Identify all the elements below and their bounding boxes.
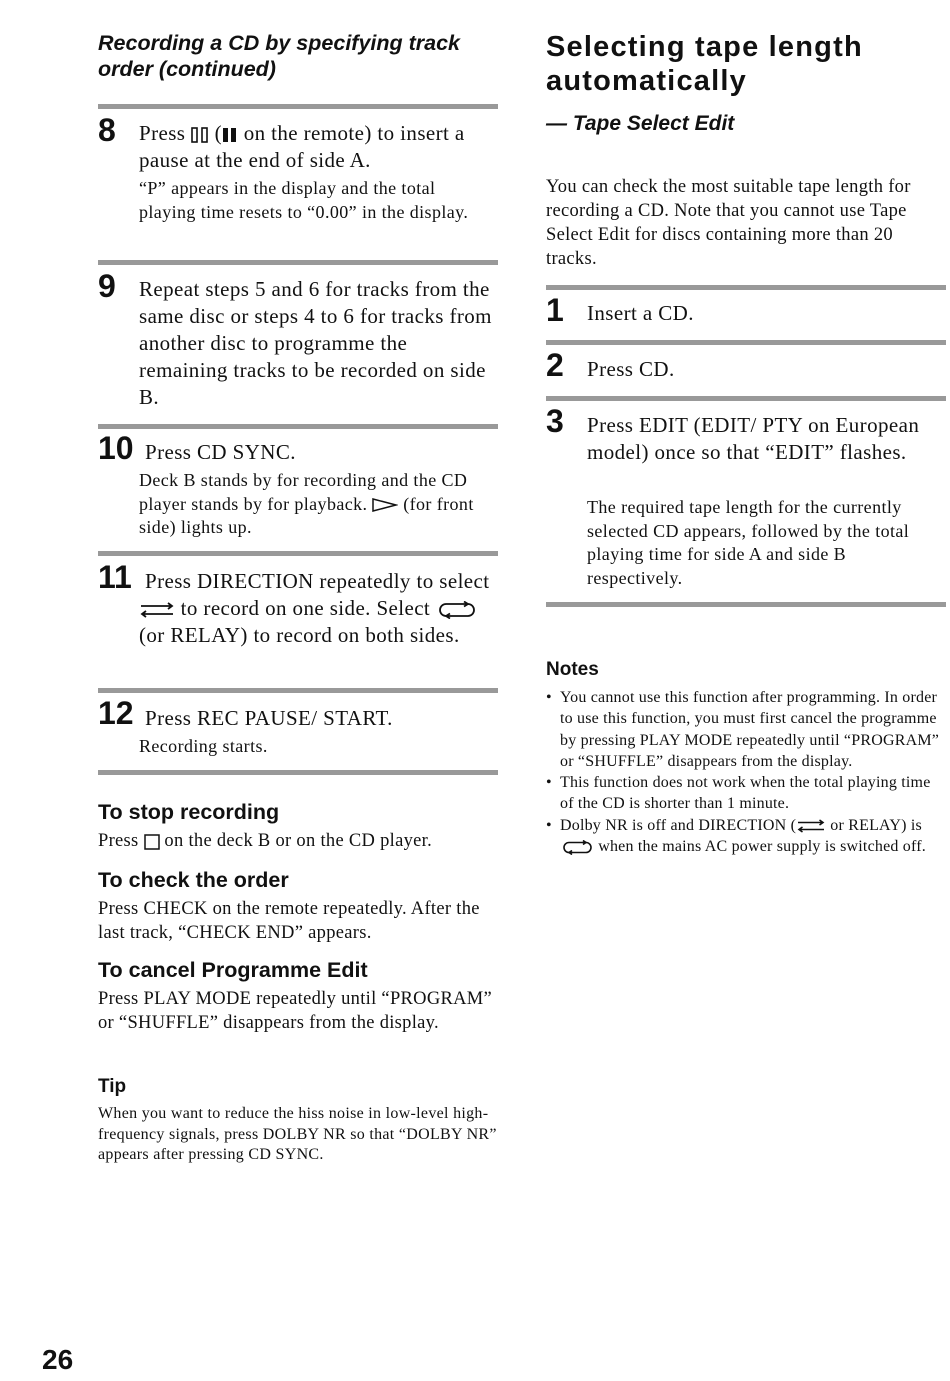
divider bbox=[546, 340, 946, 345]
step-12-text: Press REC PAUSE/ START. bbox=[145, 706, 393, 730]
left-column bbox=[98, 0, 498, 1381]
step-9-text: Repeat steps 5 and 6 for tracks from the same disc or steps 4 to 6 for tracks from another disc to programme the remaining tracks to be recorded on side B. bbox=[139, 277, 492, 409]
stop-heading: To stop recording bbox=[98, 800, 280, 824]
check-heading: To check the order bbox=[98, 868, 289, 892]
step-3-note: The required tape length for the currently selected CD appears, followed by the total playing time for side A and side B respectively. bbox=[587, 497, 910, 588]
play-outline-icon bbox=[372, 498, 398, 512]
one-way-direction-icon bbox=[796, 819, 826, 833]
page-title: Selecting tape length automatically bbox=[546, 31, 863, 97]
intro-text: You can check the most suitable tape length for recording a CD. Note that you cannot use Tape Select Edit for discs containing more than 20 tracks. bbox=[546, 177, 911, 269]
stop-icon bbox=[144, 834, 160, 850]
notes-list bbox=[546, 687, 944, 857]
step-number: 12 bbox=[98, 695, 134, 731]
note-item: • You cannot use this function after programming. In order to use this function, you must first cancel the programme by pressing PLAY MODE repeatedly until “PROGRAM” or “SHUFFLE” disappears from the display. bbox=[546, 687, 944, 772]
divider bbox=[546, 602, 946, 607]
step-10-note: Deck B stands by for recording and the CD player stands by for playback. (for front side) lights up. bbox=[139, 470, 474, 537]
divider bbox=[546, 285, 946, 290]
step-number: 8 bbox=[98, 112, 116, 148]
pause-solid-icon bbox=[222, 127, 238, 143]
divider bbox=[546, 396, 946, 401]
step-12-note: Recording starts. bbox=[139, 736, 268, 756]
notes-heading: Notes bbox=[546, 659, 599, 680]
page-number: 26 bbox=[42, 1344, 74, 1375]
divider bbox=[98, 551, 498, 556]
page-subtitle: — Tape Select Edit bbox=[546, 112, 735, 135]
step-3-text: Press EDIT (EDIT/ PTY on European model) once so that “EDIT” flashes. bbox=[587, 413, 920, 464]
step-number: 2 bbox=[546, 347, 564, 383]
step-10-text: Press CD SYNC. bbox=[145, 440, 296, 464]
one-way-direction-icon bbox=[139, 602, 175, 618]
tip-heading: Tip bbox=[98, 1076, 127, 1097]
step-1-text: Insert a CD. bbox=[587, 301, 694, 325]
step-number: 1 bbox=[546, 292, 564, 328]
step-number: 11 bbox=[98, 559, 132, 595]
cancel-text: Press PLAY MODE repeatedly until “PROGRAM” or “SHUFFLE” disappears from the display. bbox=[98, 989, 493, 1033]
divider bbox=[98, 688, 498, 693]
step-number: 9 bbox=[98, 268, 116, 304]
tip-text: When you want to reduce the hiss noise in low-level high-frequency signals, press DOLBY NR so that “DOLBY NR” appears after pressing CD SYNC. bbox=[98, 1105, 497, 1163]
step-8-note: “P” appears in the display and the total playing time resets to “0.00” in the display. bbox=[139, 178, 469, 222]
divider bbox=[98, 424, 498, 429]
step-number: 3 bbox=[546, 403, 564, 439]
cancel-heading: To cancel Programme Edit bbox=[98, 958, 368, 982]
divider bbox=[98, 104, 498, 109]
divider bbox=[98, 260, 498, 265]
stop-text: Press on the deck B or on the CD player. bbox=[98, 831, 433, 851]
right-column bbox=[546, 0, 946, 1381]
relay-direction-icon bbox=[436, 601, 478, 619]
check-text: Press CHECK on the remote repeatedly. After the last track, “CHECK END” appears. bbox=[98, 899, 480, 943]
continued-title: Recording a CD by specifying track order (continued) bbox=[98, 31, 461, 81]
step-number: 10 bbox=[98, 430, 134, 466]
relay-direction-icon bbox=[560, 840, 594, 855]
step-2-text: Press CD. bbox=[587, 357, 675, 381]
step-11-text: Press DIRECTION repeatedly to select to record on one side. Select (or RELAY) to record on both sides. bbox=[139, 569, 490, 647]
note-item: • Dolby NR is off and DIRECTION ( or RELAY) is when the mains AC power supply is switched off. bbox=[546, 815, 944, 858]
note-item: • This function does not work when the total playing time of the CD is shorter than 1 minute. bbox=[546, 772, 944, 815]
pause-icon bbox=[191, 127, 209, 143]
step-8-text: Press ( on the remote) to insert a pause at the end of side A. bbox=[139, 121, 465, 172]
divider bbox=[98, 770, 498, 775]
